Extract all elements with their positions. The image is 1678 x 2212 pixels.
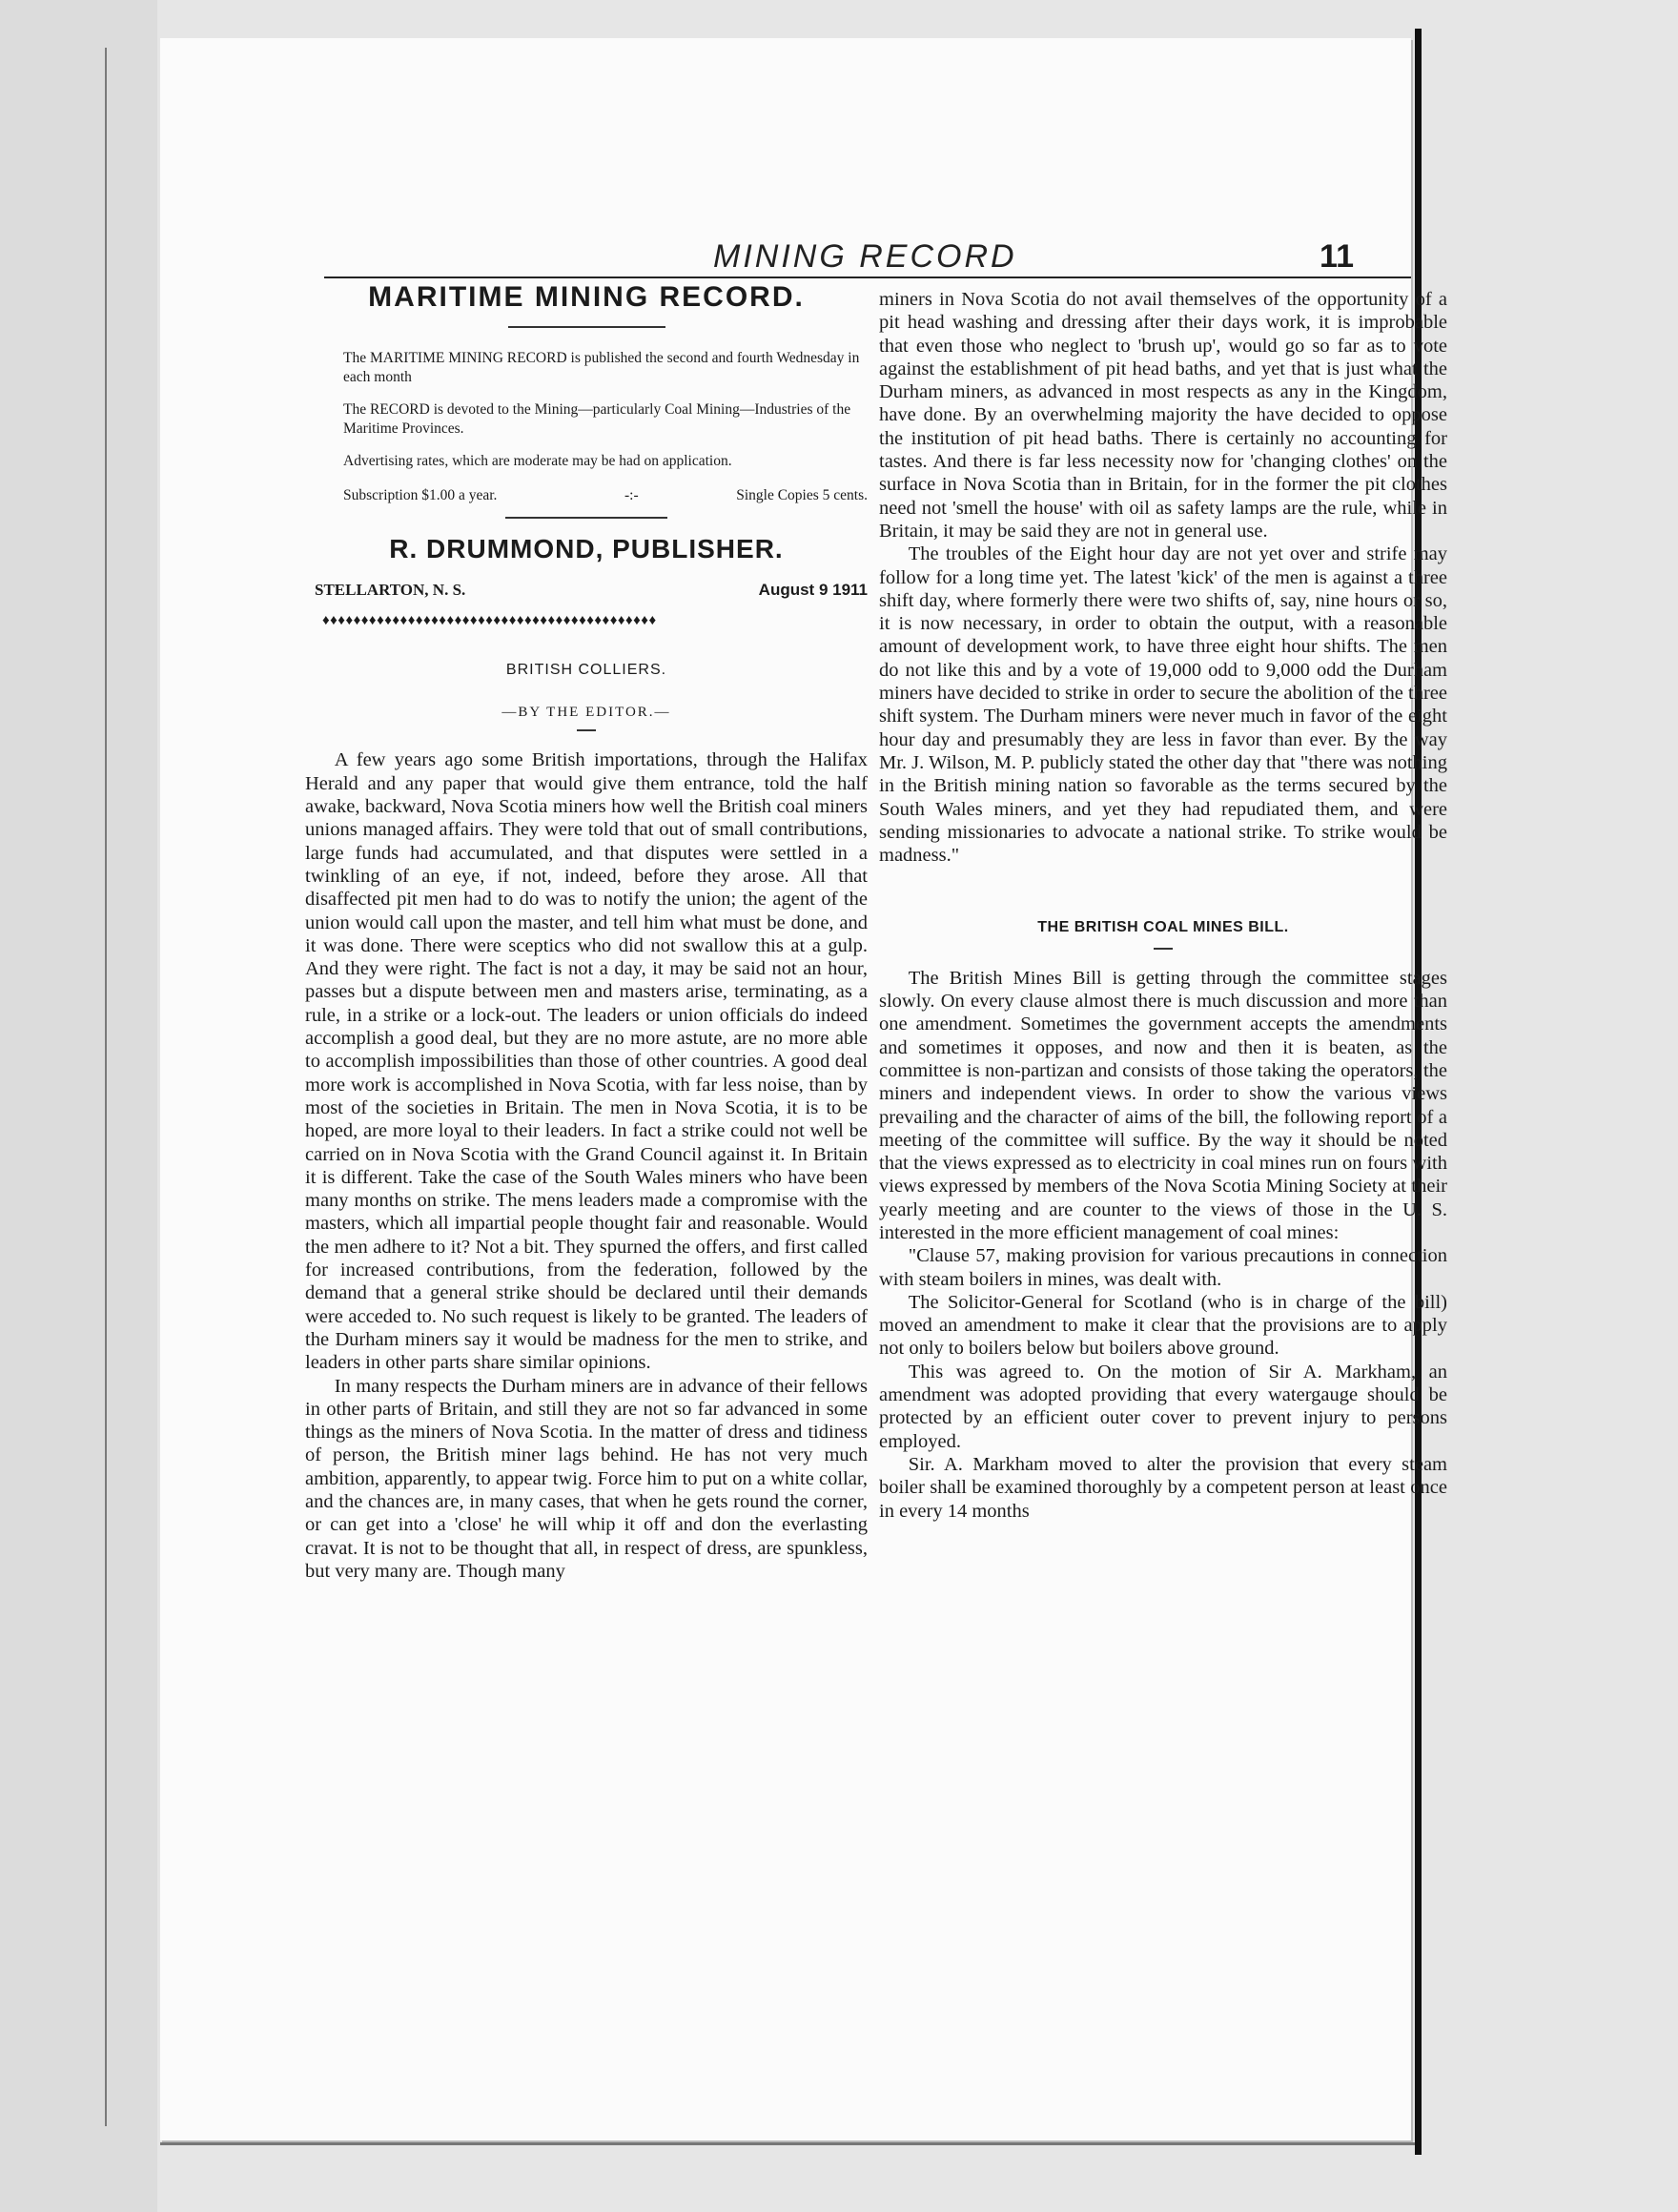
scope-notice: The RECORD is devoted to the Mining—particularly Coal Mining—Industries of the Maritime Provinces. [343,401,851,438]
article-paragraph: The Solicitor-General for Scotland (who is in charge of the bill) moved an amendment to make it clear that the provisions are to apply not only to boilers below but boilers above ground. [879,1291,1447,1360]
article-paragraph: "Clause 57, making provision for various precautions in connection with steam boilers in mines, was dealt with. [879,1245,1447,1290]
left-column [305,278,868,1583]
byline-rule [577,729,596,731]
article-paragraph: In many respects the Durham miners are in advance of their fellows in other parts of Britain, and still they are not so far advanced in some things as the miners of Nova Scotia. In the matter of dress and tidiness of person, the British miner lags behind. He has not very much ambition, apparently, to appear twig. Force him to put on a white collar, and the chances are, in many cases, that when he gets round the corner, or can get into a 'close' he will whip it off and don the everlasting cravat. It is not to be thought that all, in respect of dress, are spunkless, but very many are. Though many [305,1375,868,1582]
subscription-separator: -:- [624,487,639,504]
dateline [315,579,868,602]
article-paragraph: This was agreed to. On the motion of Sir A. Markham, an amendment was adopted providing that every watergauge should be protected by an efficient outer cover to prevent injury to persons employed. [879,1361,1447,1452]
article-title-coal-mines-bill: THE BRITISH COAL MINES BILL. [1037,919,1289,936]
article-paragraph: The British Mines Bill is getting through the committee stages slowly. On every clause almost there is much discussion and more than one amendment. Sometimes the government accepts the amendments and sometimes it opposes, and now and then it is beaten, as the committee is non-partizan and consists of those taking the operators, the miners and independent views. In order to show the various views prevailing and the character of aims of the bill, the following report of a meeting of the committee will suffice. By the way it should be noted that the views expressed as to electricity in coal mines run on fours with views expressed by members of the Nova Scotia Mining Society at their yearly meeting and are counter to the views of those in the U. S. interested in the more efficient management of coal mines: [879,967,1447,1243]
title-rule [1154,948,1173,950]
article-paragraph: Sir. A. Markham moved to alter the provision that every steam boiler shall be examined thoroughly by a competent person at least once in every 14 months [879,1453,1447,1522]
publication-notice: The MARITIME MINING RECORD is published the second and fourth Wednesday in each month [343,350,860,386]
issue-date: August 9 1911 [758,580,868,599]
running-header [324,238,1411,278]
place-of-publication: STELLARTON, N. S. [315,580,466,599]
running-title: MINING RECORD [713,238,1017,275]
page-number: 11 [1320,238,1354,275]
masthead-rule [508,326,665,328]
facing-page-margin [0,0,157,2212]
article-title-british-colliers: BRITISH COLLIERS. [505,661,667,678]
subscription-row [343,484,868,503]
article-paragraph: The troubles of the Eight hour day are not yet over and strife may follow for a long time yet. The latest 'kick' of the men is against a three shift day, where formerly there were two shifts of, say, nine hours or so, it is now necessary, in order to obtain the output, with a reasonable amount of development work, to have three eight hour shifts. The men do not like this and by a vote of 19,000 odd to 9,000 odd the Durham miners have decided to strike in order to secure the abolition of the three shift system. The Durham miners were never much in favor of the eight hour day and presumably they are less in favor than ever. By the way Mr. J. Wilson, M. P. publicly stated the other day that "there was nothing in the British mining nation so favorable as the terms secured by the South Wales miners, and yet they had repudiated them, and were sending missionaries to advocate a national strike. To strike would be madness." [879,543,1447,867]
ornamental-border: ♦♦♦♦♦♦♦♦♦♦♦♦♦♦♦♦♦♦♦♦♦♦♦♦♦♦♦♦♦♦♦♦♦♦♦♦♦♦♦♦♦♦♦ [322,612,657,628]
article-byline: —BY THE EDITOR.— [501,705,671,721]
subscription-price: Subscription $1.00 a year. [343,487,498,504]
single-copy-price: Single Copies 5 cents. [736,487,868,504]
publisher-rule [505,517,667,519]
facing-page-edge [105,48,107,2126]
publisher-line: R. DRUMMOND, PUBLISHER. [389,534,784,564]
masthead-title: MARITIME MINING RECORD. [368,281,805,313]
page-bottom-edge [160,2142,1415,2145]
article-paragraph: miners in Nova Scotia do not avail themselves of the opportunity of a pit head washing and dressing after their days work, it is improbable that even those who neglect to 'brush up', would go so far as to vote against the establishment of pit head baths, and yet that is just what the Durham miners, as advanced in most respects as any in the Kingdom, have done. By an overwhelming majority the have decided to oppose the institution of pit head baths. There is certainly no accounting for tastes. And there is far less necessity now for 'changing clothes' on the surface in Nova Scotia than in Britain, for in the former the pit clothes need not 'smell the house' with oil as safety lamps are the rule, while in Britain, it may be said they are not in general use. [879,289,1447,542]
advertising-notice: Advertising rates, which are moderate may be had on application. [343,453,732,470]
right-column [879,288,1447,1523]
article-paragraph: A few years ago some British importations, through the Halifax Herald and any paper that would give them entrance, told the half awake, backward, Nova Scotia miners how well the British coal miners unions managed affairs. They were told that out of small contributions, large funds had accumulated, and that disputes were settled in a twinkling of an eye, if not, indeed, before they arose. All that disaffected pit men had to do was to notify the union; the agent of the union would call upon the master, and tell him what must be done, and it was done. There were sceptics who did not swallow this at a gulp. And they were right. The fact is not a day, it may be said not an hour, passes but a dispute between men and masters arise, terminating, as a rule, in a strike or a lock-out. The leaders or union officials do indeed accomplish a good deal, but they are no more astute, are no more able to accomplish impossibilities than those of other countries. A good deal more work is accomplished in Nova Scotia, with far less noise, than by most of the societies in Britain. The men in Nova Scotia, it is to be hoped, are more loyal to their leaders. In fact a strike could not well be carried on in Nova Scotia with the Grand Council against it. In Britain it is different. Take the case of the South Wales miners who have been many months on strike. The mens leaders made a compromise with the masters, which all impartial people thought fair and reasonable. Would the men adhere to it? Not a bit. They spurned the offers, and first called for increased contributions, from the federation, followed by the demand that a general strike should be declared until their demands were acceded to. No such request is likely to be granted. The leaders of the Durham miners say it would be madness for the men to strike, and leaders in other parts share similar opinions. [305,749,868,1374]
